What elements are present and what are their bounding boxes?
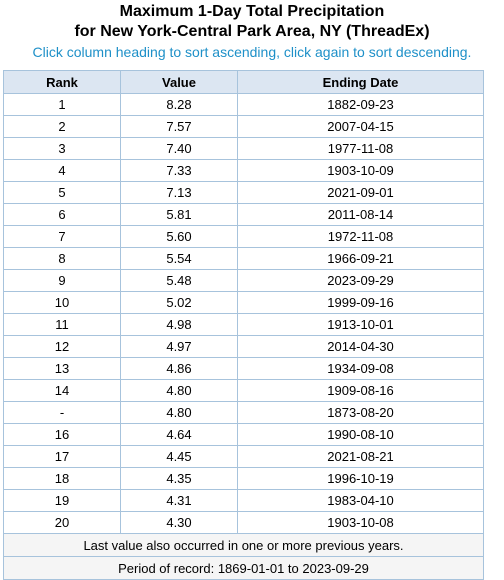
table-row (4, 94, 484, 116)
rank-cell: 6 (4, 204, 121, 226)
rank-cell: 5 (4, 182, 121, 204)
ending-date-cell: 1913-10-01 (238, 314, 484, 336)
ending-date-cell: 1903-10-09 (238, 160, 484, 182)
table-row (4, 138, 484, 160)
rank-cell: 17 (4, 446, 121, 468)
rank-cell: 7 (4, 226, 121, 248)
precipitation-records-table (3, 70, 484, 580)
ending-date-cell: 1934-09-08 (238, 358, 484, 380)
value-cell: 4.30 (121, 512, 238, 534)
sort-hint: Click column heading to sort ascending, click again to sort descending. (32, 44, 472, 60)
table-header-row (4, 71, 484, 94)
rank-cell: 13 (4, 358, 121, 380)
ending-date-cell: 1972-11-08 (238, 226, 484, 248)
ending-date-cell: 2023-09-29 (238, 270, 484, 292)
table-row (4, 292, 484, 314)
rank-cell: 2 (4, 116, 121, 138)
rank-cell: 19 (4, 490, 121, 512)
value-cell: 5.81 (121, 204, 238, 226)
rank-cell: 18 (4, 468, 121, 490)
rank-cell: 20 (4, 512, 121, 534)
table-row (4, 380, 484, 402)
footer-note-row (4, 534, 484, 557)
value-cell: 4.98 (121, 314, 238, 336)
table-row (4, 314, 484, 336)
table-row (4, 490, 484, 512)
table-body (4, 94, 484, 534)
ending-date-cell: 1903-10-08 (238, 512, 484, 534)
table-row (4, 402, 484, 424)
ending-date-cell: 2021-09-01 (238, 182, 484, 204)
table-row (4, 116, 484, 138)
ending-date-cell: 2021-08-21 (238, 446, 484, 468)
ending-date-cell: 1977-11-08 (238, 138, 484, 160)
page-title (0, 0, 504, 42)
rank-cell: 4 (4, 160, 121, 182)
rank-cell: 3 (4, 138, 121, 160)
value-cell: 4.31 (121, 490, 238, 512)
value-cell: 7.33 (121, 160, 238, 182)
title-line-1: Maximum 1-Day Total Precipitation (119, 3, 385, 20)
ending-date-cell: 1882-09-23 (238, 94, 484, 116)
title-line-2: for New York-Central Park Area, NY (ThreadEx) (74, 23, 430, 40)
table-row (4, 468, 484, 490)
rank-cell: 12 (4, 336, 121, 358)
table-row (4, 358, 484, 380)
table-row (4, 424, 484, 446)
value-cell: 7.57 (121, 116, 238, 138)
value-cell: 5.02 (121, 292, 238, 314)
value-cell: 4.86 (121, 358, 238, 380)
period-of-record: Period of record: 1869-01-01 to 2023-09-29 (4, 557, 484, 580)
rank-cell: 1 (4, 94, 121, 116)
table-row (4, 336, 484, 358)
period-of-record-row (4, 557, 484, 580)
table-row (4, 248, 484, 270)
records-table-container (3, 70, 483, 580)
ending-date-cell: 2014-04-30 (238, 336, 484, 358)
value-cell: 5.54 (121, 248, 238, 270)
ending-date-cell: 1996-10-19 (238, 468, 484, 490)
value-cell: 4.80 (121, 380, 238, 402)
ending-date-cell: 1873-08-20 (238, 402, 484, 424)
rank-cell: - (4, 402, 121, 424)
ending-date-cell: 1990-08-10 (238, 424, 484, 446)
ending-date-cell: 1999-09-16 (238, 292, 484, 314)
ending-date-cell: 1983-04-10 (238, 490, 484, 512)
table-row (4, 270, 484, 292)
value-cell: 4.97 (121, 336, 238, 358)
column-header-value[interactable]: Value (121, 71, 238, 94)
ending-date-cell: 1966-09-21 (238, 248, 484, 270)
rank-cell: 14 (4, 380, 121, 402)
rank-cell: 8 (4, 248, 121, 270)
ending-date-cell: 2007-04-15 (238, 116, 484, 138)
table-row (4, 182, 484, 204)
column-header-rank[interactable]: Rank (4, 71, 121, 94)
value-cell: 8.28 (121, 94, 238, 116)
rank-cell: 16 (4, 424, 121, 446)
rank-cell: 11 (4, 314, 121, 336)
value-cell: 5.60 (121, 226, 238, 248)
value-cell: 5.48 (121, 270, 238, 292)
value-cell: 4.80 (121, 402, 238, 424)
ending-date-cell: 1909-08-16 (238, 380, 484, 402)
ending-date-cell: 2011-08-14 (238, 204, 484, 226)
table-row (4, 446, 484, 468)
page-header (0, 0, 504, 61)
value-cell: 7.13 (121, 182, 238, 204)
value-cell: 4.64 (121, 424, 238, 446)
table-row (4, 160, 484, 182)
value-cell: 4.35 (121, 468, 238, 490)
value-cell: 4.45 (121, 446, 238, 468)
value-cell: 7.40 (121, 138, 238, 160)
rank-cell: 10 (4, 292, 121, 314)
table-row (4, 512, 484, 534)
footer-note: Last value also occurred in one or more previous years. (4, 534, 484, 557)
table-row (4, 226, 484, 248)
rank-cell: 9 (4, 270, 121, 292)
table-row (4, 204, 484, 226)
column-header-ending-date[interactable]: Ending Date (238, 71, 484, 94)
